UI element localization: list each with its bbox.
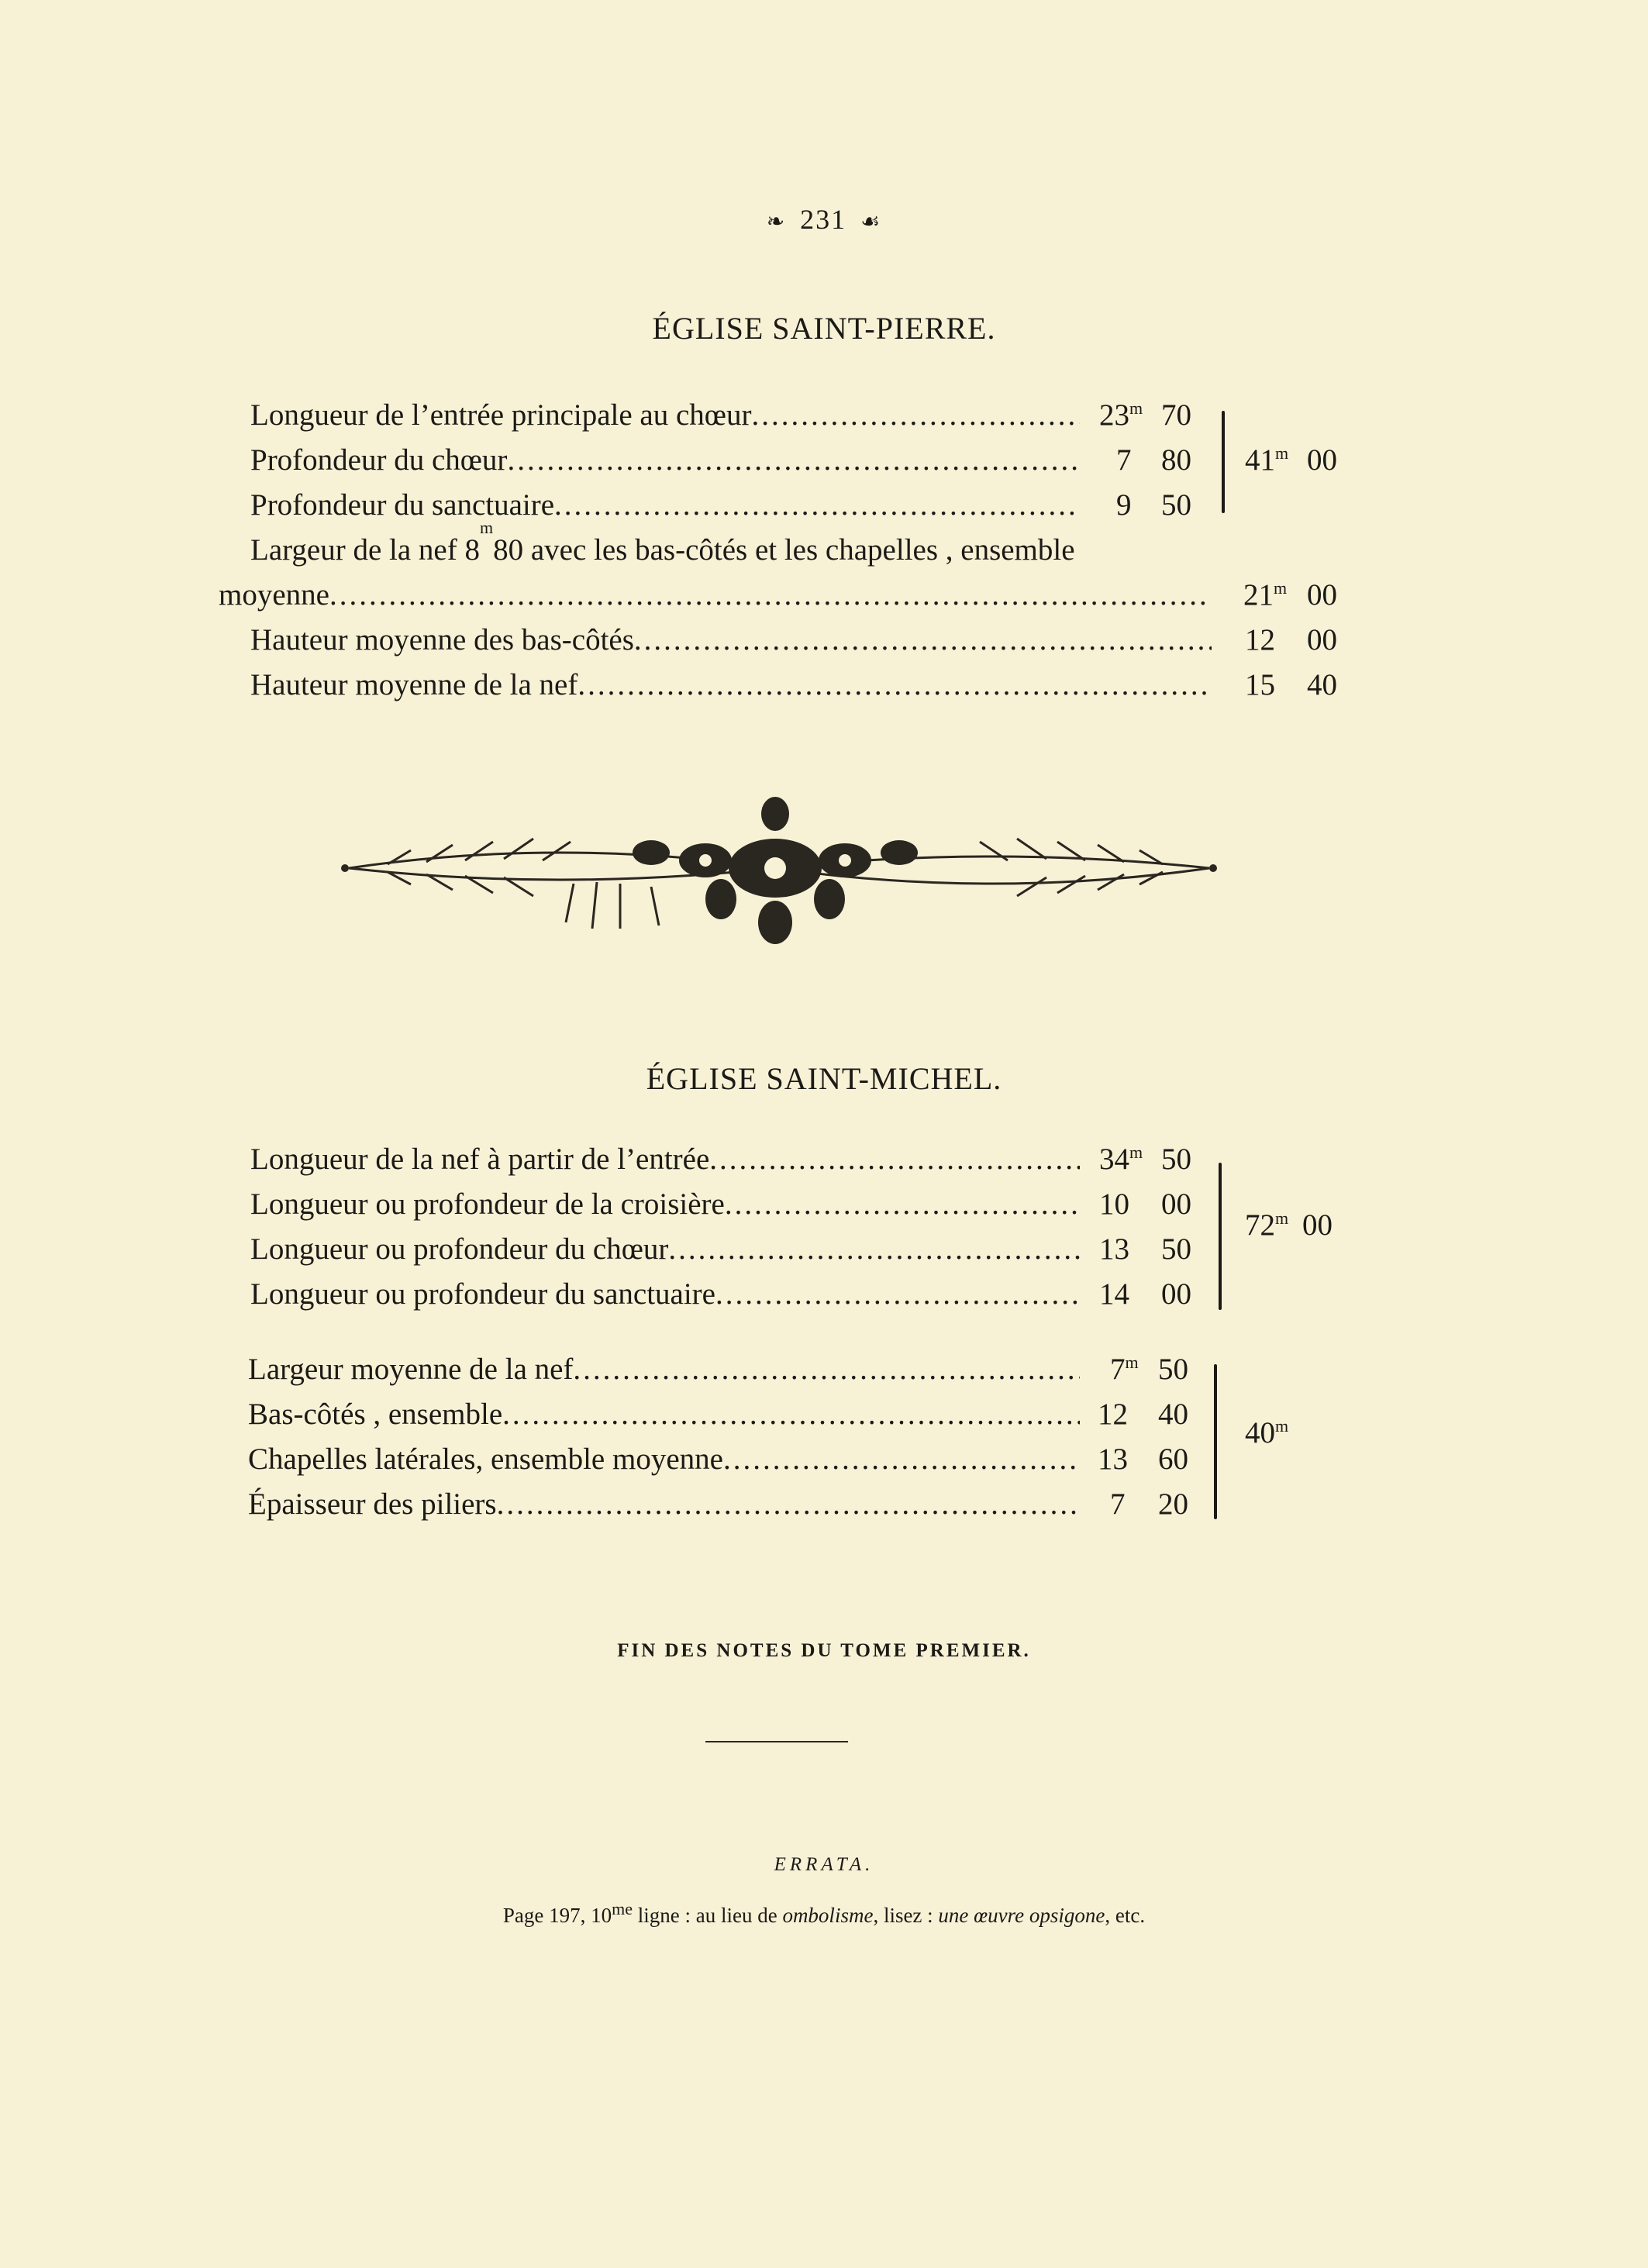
section-title-saint-michel: ÉGLISE SAINT-MICHEL. xyxy=(646,1061,1002,1096)
leader-dots xyxy=(507,438,1080,483)
section-title-saint-pierre: ÉGLISE SAINT-PIERRE. xyxy=(652,311,996,346)
leader-dots xyxy=(715,1272,1080,1317)
table-row xyxy=(248,1482,1080,1527)
row-label: Longueur de l’entrée principale au chœur xyxy=(250,398,752,432)
row-label: Hauteur moyenne de la nef xyxy=(250,668,578,701)
row-decimal: 50 xyxy=(1158,1353,1188,1386)
row-decimal: 40 xyxy=(1307,668,1337,701)
row-label: Largeur moyenne de la nef xyxy=(248,1353,574,1386)
row-decimal: 00 xyxy=(1161,1187,1191,1221)
row-value: 12 xyxy=(1098,1398,1128,1431)
row-label: Chapelles latérales, ensemble moyenne xyxy=(248,1442,723,1476)
table-row xyxy=(219,573,1211,618)
group-total: 41$^m$ xyxy=(1245,443,1289,477)
page-number-header xyxy=(0,203,1648,236)
row-value: 10 xyxy=(1099,1187,1129,1221)
row-label: Longueur ou profondeur de la croisière xyxy=(250,1187,725,1221)
left-fleuron-icon: ❧ xyxy=(766,210,787,234)
row-value: 12 xyxy=(1245,623,1275,657)
end-of-notes: FIN DES NOTES DU TOME PREMIER. xyxy=(617,1640,1031,1661)
row-label: Profondeur du sanctuaire xyxy=(250,488,555,522)
leader-dots xyxy=(497,1482,1080,1527)
leader-dots xyxy=(329,573,1211,618)
row-value: 23$^m$ xyxy=(1099,398,1143,432)
table-row xyxy=(248,1437,1080,1482)
row-value: 21$^m$ xyxy=(1243,578,1288,612)
table-row xyxy=(250,1137,1080,1182)
table-row xyxy=(250,438,1080,483)
row-value: 7 xyxy=(1116,443,1132,477)
table-row xyxy=(248,1392,1080,1437)
brace-bracket xyxy=(1214,1364,1217,1519)
group-total-decimal: 00 xyxy=(1302,1208,1333,1242)
group-total: 72$^m$ xyxy=(1245,1208,1289,1242)
row-value: 9 xyxy=(1116,488,1132,522)
leader-dots xyxy=(634,618,1212,663)
row-decimal: 40 xyxy=(1158,1398,1188,1431)
right-fleuron-icon: ☙ xyxy=(860,210,882,234)
row-label: Épaisseur des piliers xyxy=(248,1487,497,1521)
row-label: Longueur ou profondeur du sanctuaire xyxy=(250,1277,715,1311)
row-label: Profondeur du chœur xyxy=(250,443,508,477)
row-label: Longueur ou profondeur du chœur xyxy=(250,1232,669,1266)
row-label: moyenne xyxy=(219,578,329,612)
table-row xyxy=(250,1227,1080,1272)
row-decimal: 70 xyxy=(1161,398,1191,432)
row-value: 34$^m$ xyxy=(1099,1143,1143,1176)
divider-rule xyxy=(705,1741,848,1742)
row-value: 7 xyxy=(1110,1487,1126,1521)
row-decimal: 50 xyxy=(1161,1143,1191,1176)
leader-dots xyxy=(573,1347,1080,1392)
floral-vignette-icon xyxy=(341,791,1217,953)
row-decimal: 50 xyxy=(1161,1232,1191,1266)
leader-dots xyxy=(554,483,1080,528)
row-decimal: 50 xyxy=(1161,488,1191,522)
leader-dots xyxy=(668,1227,1080,1272)
table-row xyxy=(250,1272,1080,1317)
paragraph-line: Largeur de la nef 8 m 80 avec les bas-côtés et les chapelles , ensemble xyxy=(250,518,1075,567)
row-label: Hauteur moyenne des bas-côtés xyxy=(250,623,634,657)
leader-dots xyxy=(709,1137,1080,1182)
row-value: 14 xyxy=(1099,1277,1129,1311)
leader-dots xyxy=(725,1182,1080,1227)
page-number: 231 xyxy=(800,204,847,235)
row-decimal: 20 xyxy=(1158,1487,1188,1521)
table-row xyxy=(250,618,1212,663)
row-value: 13 xyxy=(1098,1442,1128,1476)
row-decimal: 00 xyxy=(1307,623,1337,657)
leader-dots xyxy=(502,1392,1080,1437)
table-row xyxy=(250,393,1080,438)
row-value: 13 xyxy=(1099,1232,1129,1266)
leader-dots xyxy=(723,1437,1080,1482)
table-row xyxy=(250,1182,1080,1227)
row-decimal: 80 xyxy=(1161,443,1191,477)
row-label: Bas-côtés , ensemble xyxy=(248,1398,503,1431)
errata-line: Page 197, $10^{me}$ ligne : au lieu de ombolisme, lisez : une œuvre opsigone, etc. xyxy=(502,1899,1146,1927)
table-row xyxy=(250,663,1212,708)
leader-dots xyxy=(751,393,1080,438)
table-row xyxy=(248,1347,1080,1392)
row-label: Longueur de la nef à partir de l’entrée xyxy=(250,1143,710,1176)
table-row xyxy=(250,483,1080,528)
brace-bracket xyxy=(1222,411,1225,513)
errata-title: ERRATA. xyxy=(774,1854,874,1875)
row-decimal: 00 xyxy=(1307,578,1337,612)
group-total-decimal: 00 xyxy=(1307,443,1337,477)
row-decimal: 60 xyxy=(1158,1442,1188,1476)
leader-dots xyxy=(577,663,1212,708)
row-decimal: 00 xyxy=(1161,1277,1191,1311)
group-total: 40$^m$ xyxy=(1245,1416,1289,1449)
row-value: 15 xyxy=(1245,668,1275,701)
row-value: 7$^m$ xyxy=(1110,1353,1139,1386)
brace-bracket xyxy=(1219,1163,1222,1310)
